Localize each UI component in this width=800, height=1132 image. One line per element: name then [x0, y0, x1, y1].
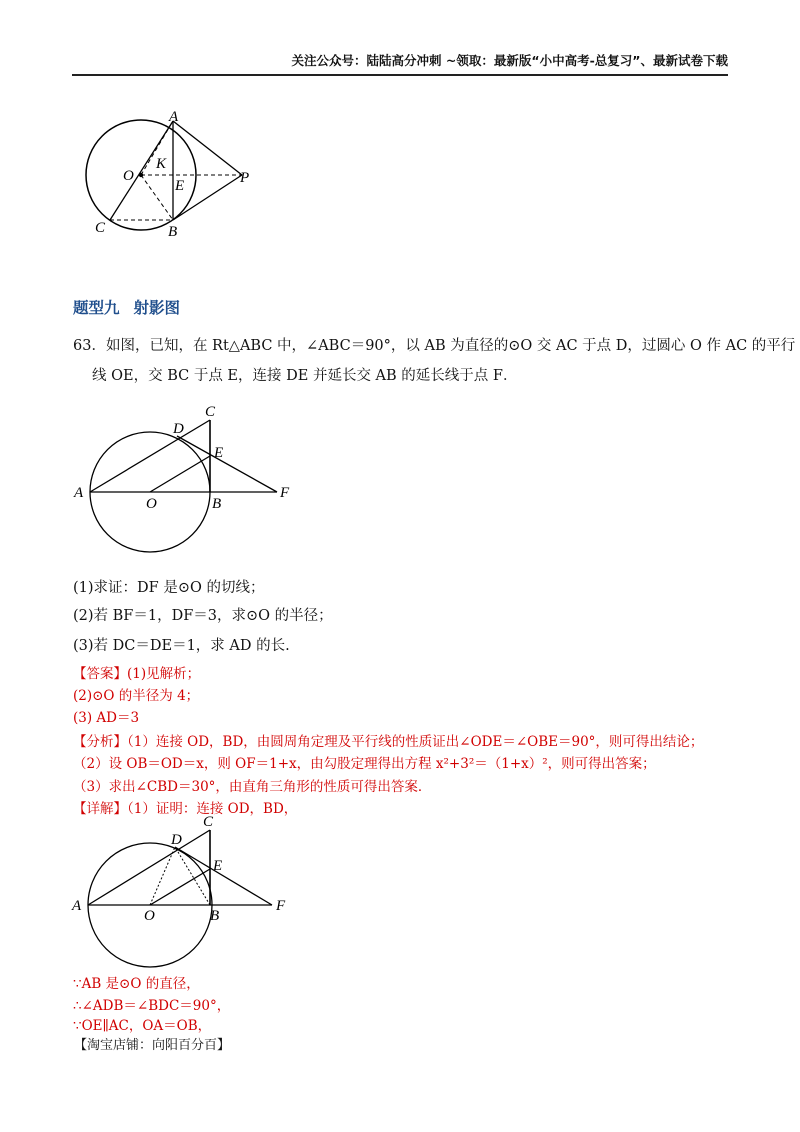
proof-line-2: ∴∠ADB＝∠BDC＝90°，	[73, 998, 231, 1014]
section-subtitle: 射影图	[133, 299, 181, 317]
proof-line-1: ∵AB 是⊙O 的直径，	[73, 976, 200, 992]
figure-circle-tangent-p	[80, 110, 260, 240]
answer-3: (3) AD＝3	[73, 710, 140, 726]
question-2: (2)若 BF＝1，DF＝3，求⊙O 的半径；	[73, 608, 333, 624]
label-B: B	[210, 908, 220, 924]
analysis-line-3: （3）求出∠CBD＝30°，由直角三角形的性质可得出答案．	[73, 779, 432, 795]
label-C: C	[203, 814, 214, 830]
answer-1: 【答案】(1)见解析；	[73, 666, 201, 682]
question-3: (3)若 DC＝DE＝1，求 AD 的长.	[73, 638, 290, 654]
label-E: E	[213, 858, 223, 874]
problem-line-1: 63．如图，已知，在 Rt△ABC 中，∠ABC＝90°，以 AB 为直径的⊙O 交 AC 于点 D，过圆心 O 作 AC 的平行	[73, 338, 796, 354]
label-A: A	[72, 898, 82, 914]
header-text: 关注公众号：陆陆高分冲刺 ~领取：最新版“小中高考-总复习”、最新试卷下载	[291, 53, 728, 68]
figure-right-triangle-circle	[70, 400, 300, 560]
detail-line-1: 【详解】（1）证明：连接 OD，BD，	[73, 801, 298, 817]
label-D: D	[173, 421, 184, 437]
answer-2: (2)⊙O 的半径为 4；	[73, 688, 200, 704]
label-B: B	[212, 496, 222, 512]
label-D: D	[171, 832, 182, 848]
page-header	[72, 54, 728, 76]
label-A: A	[74, 485, 84, 501]
label-O: O	[144, 908, 155, 924]
label-O: O	[123, 168, 134, 184]
label-E: E	[214, 445, 224, 461]
section-number: 题型九	[73, 299, 120, 317]
analysis-line-1: 【分析】（1）连接 OD，BD，由圆周角定理及平行线的性质证出∠ODE＝∠OBE＝90°，则可得出结论；	[73, 734, 704, 750]
footer-text: 【淘宝店铺：向阳百分百】	[74, 1038, 231, 1053]
analysis-line-2: （2）设 OB＝OD＝x，则 OF＝1+x，由勾股定理得出方程 x²+3²＝（1+x）²，则可得出答案；	[73, 756, 656, 772]
label-F: F	[276, 898, 286, 914]
proof-line-3: ∵OE∥AC，OA＝OB，	[73, 1018, 212, 1034]
label-O: O	[146, 496, 157, 512]
section-title	[73, 296, 194, 318]
problem-line-2: 线 OE，交 BC 于点 E，连接 DE 并延长交 AB 的延长线于点 F．	[92, 368, 518, 384]
page-footer	[74, 1034, 230, 1053]
question-1: (1)求证：DF 是⊙O 的切线；	[73, 580, 265, 596]
label-E: E	[175, 178, 185, 194]
label-P: P	[240, 170, 250, 186]
label-F: F	[280, 485, 290, 501]
label-A: A	[169, 109, 179, 125]
figure-proof-diagram	[70, 812, 300, 974]
label-C: C	[95, 220, 106, 236]
label-B: B	[168, 224, 178, 240]
label-K: K	[156, 156, 167, 172]
label-C: C	[205, 404, 216, 420]
